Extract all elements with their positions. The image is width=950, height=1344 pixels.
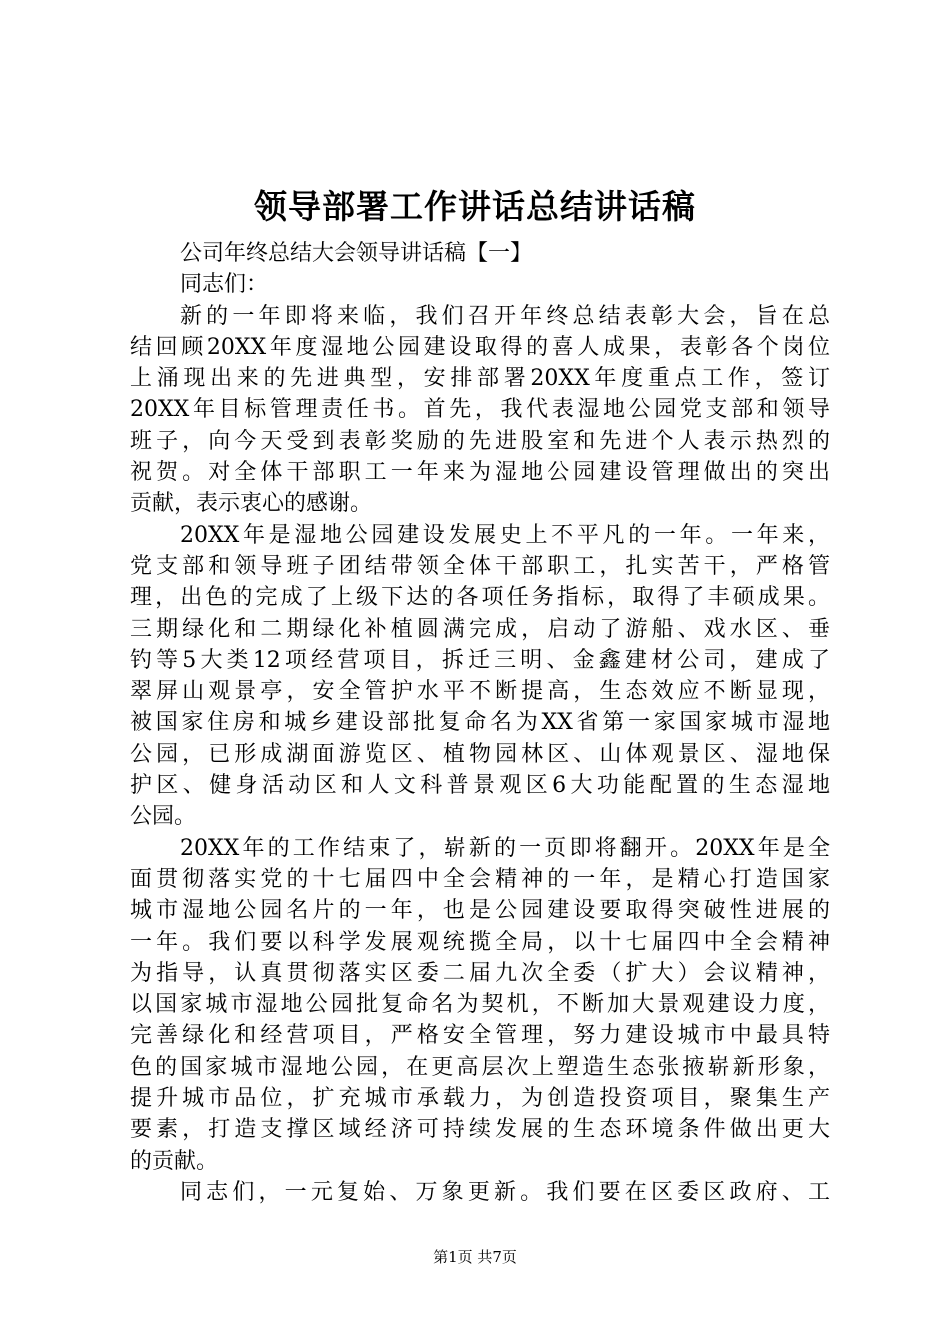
body-text-line: 20XX年是湿地公园建设发展史上不平凡的一年。一年来， [180,522,830,548]
body-text-line: 为指导，认真贯彻落实区委二届九次全委（扩大）会议精神， [130,960,830,986]
body-text-line: 的贡献。 [130,1148,219,1174]
body-text-line: 公园，已形成湖面游览区、植物园林区、山体观景区、湿地保 [130,741,830,767]
body-text-line: 同志们： [180,272,269,298]
body-text-line: 面贯彻落实党的十七届四中全会精神的一年，是精心打造国家 [130,866,830,892]
body-text-line: 上涌现出来的先进典型，安排部署20XX年度重点工作，签订 [130,366,830,392]
body-text-line: 20XX年目标管理责任书。首先，我代表湿地公园党支部和领导 [130,397,830,423]
page-number-footer: 第1页 共7页 [433,1248,517,1266]
body-text-line: 护区、健身活动区和人文科普景观区6大功能配置的生态湿地 [130,773,830,799]
body-text-line: 三期绿化和二期绿化补植圆满完成，启动了游船、戏水区、垂 [130,616,830,642]
body-text-line: 一年。我们要以科学发展观统揽全局，以十七届四中全会精神 [130,929,830,955]
document-title: 领导部署工作讲话总结讲话稿 [254,187,696,226]
body-text-line: 同志们，一元复始、万象更新。我们要在区委区政府、工 [180,1179,830,1205]
body-text-line: 公园。 [130,804,197,830]
body-text-line: 钓等5大类12项经营项目，拆迁三明、金鑫建材公司，建成了 [130,647,830,673]
body-text-line: 提升城市品位，扩充城市承载力，为创造投资项目，聚集生产 [130,1086,830,1112]
body-text-line: 以国家城市湿地公园批复命名为契机，不断加大景观建设力度， [130,992,830,1018]
body-text-line: 20XX年的工作结束了，崭新的一页即将翻开。20XX年是全 [180,835,830,861]
body-text-line: 要素，打造支撑区域经济可持续发展的生态环境条件做出更大 [130,1117,830,1143]
body-text-line: 翠屏山观景亭，安全管护水平不断提高，生态效应不断显现， [130,679,830,705]
body-text-line: 贡献，表示衷心的感谢。 [130,491,373,517]
body-text-line: 结回顾20XX年度湿地公园建设取得的喜人成果，表彰各个岗位 [130,334,830,360]
body-text-line: 公司年终总结大会领导讲话稿【一】 [180,241,533,266]
document-body [130,238,830,1208]
body-text-line: 新的一年即将来临，我们召开年终总结表彰大会，旨在总 [180,303,830,329]
body-text-line: 完善绿化和经营项目，严格安全管理，努力建设城市中最具特 [130,1023,830,1049]
body-text-line: 城市湿地公园名片的一年，也是公园建设要取得突破性进展的 [130,898,830,924]
body-text-line: 班子，向今天受到表彰奖励的先进股室和先进个人表示热烈的 [130,428,830,454]
body-text-line: 祝贺。对全体干部职工一年来为湿地公园建设管理做出的突出 [130,460,830,486]
body-text-line: 色的国家城市湿地公园，在更高层次上塑造生态张掖崭新形象， [130,1054,830,1080]
body-text-line: 理，出色的完成了上级下达的各项任务指标，取得了丰硕成果。 [130,585,830,611]
body-text-line: 被国家住房和城乡建设部批复命名为XX省第一家国家城市湿地 [130,710,830,736]
body-text-line: 党支部和领导班子团结带领全体干部职工，扎实苦干，严格管 [130,553,830,579]
